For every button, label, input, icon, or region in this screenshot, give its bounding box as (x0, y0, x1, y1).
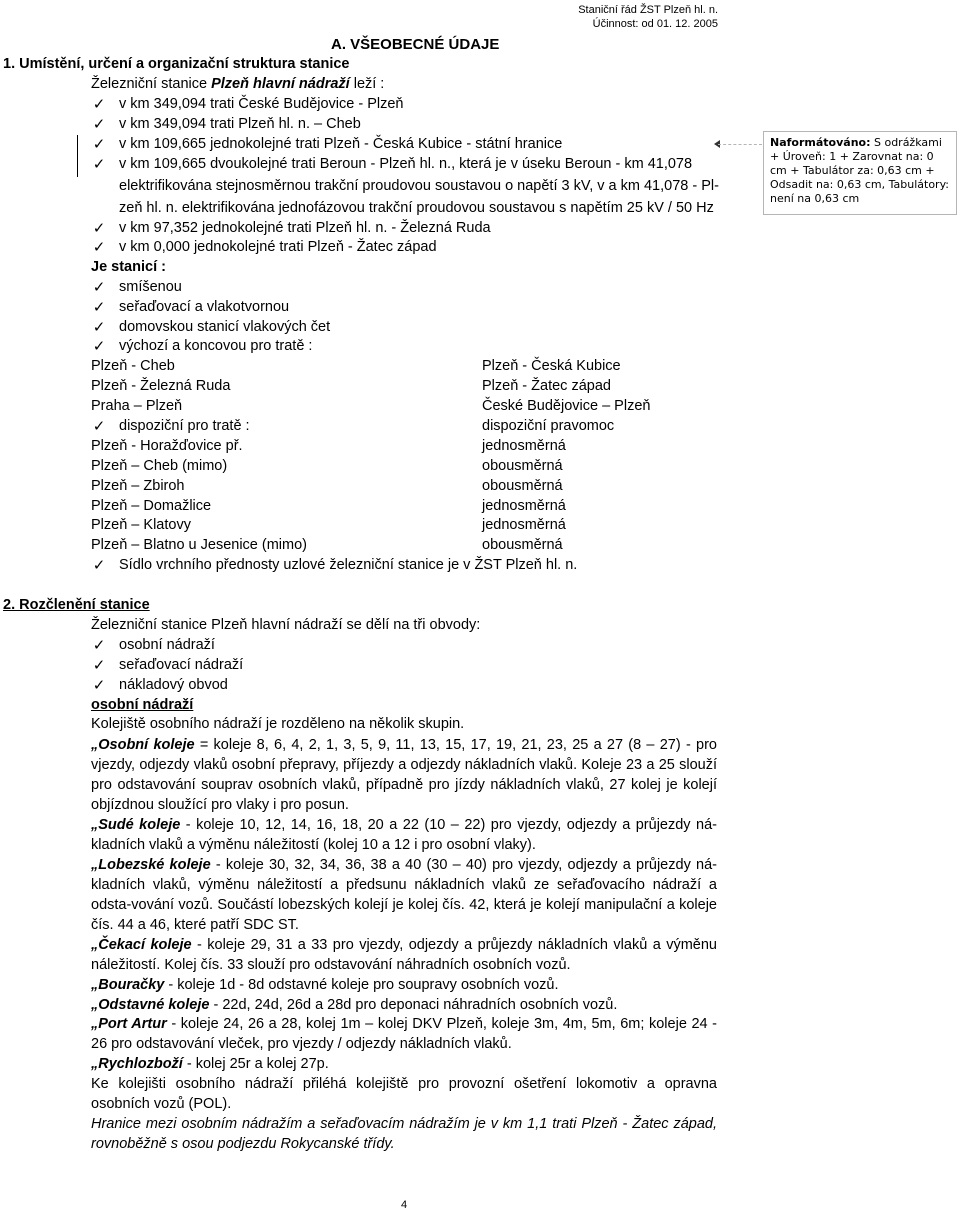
validity-date: Účinnost: od 01. 12. 2005 (592, 18, 718, 30)
formatting-comment[interactable]: Naformátováno: S odrážkami + Úroveň: 1 + Zarovnat na: 0 cm + Tabulátor za: 0,63 cm + Odsadit na: 0,63 cm, Tabulátory: není na 0,63 cm (763, 131, 957, 215)
terminal-route: Plzeň - Žatec západ (482, 378, 611, 394)
dispatch-direction: jednosměrná (482, 517, 566, 533)
terminal-route: Plzeň - Česká Kubice (482, 358, 621, 374)
district-item: osobní nádraží (119, 637, 215, 653)
dispatch-direction: obousměrná (482, 478, 563, 494)
station-type: domovskou stanicí vlakových čet (119, 319, 331, 335)
seat-statement: Sídlo vrchního přednosty uzlové železniční stanice je v ŽST Plzeň hl. n. (119, 557, 578, 573)
dispatch-direction: jednosměrná (482, 498, 566, 514)
check-icon: ✓ (92, 338, 106, 355)
check-icon: ✓ (92, 116, 106, 133)
passenger-station-intro: Kolejiště osobního nádraží je rozděleno na několik skupin. (91, 716, 465, 732)
track-group-paragraph: „Rychlozboží - kolej 25r a kolej 27p. (91, 1056, 329, 1072)
track-group-paragraph: „Odstavné koleje - 22d, 24d, 26d a 28d pro deponaci náhradních osobních vozů. (91, 997, 618, 1013)
document-title: Staniční řád ŽST Plzeň hl. n. (578, 4, 718, 16)
locomotive-depot-paragraph: Ke kolejišti osobního nádraží přiléhá kolejiště pro provozní ošetření lokomotiv a opravna osobních vozů (POL). (91, 1076, 717, 1112)
terminal-route: Praha – Plzeň (91, 398, 183, 414)
station-type: výchozí a koncovou pro tratě : (119, 338, 313, 354)
comment-connector (718, 144, 762, 145)
track-group-paragraph: „Čekací koleje - koleje 29, 31 a 33 pro vjezdy, odjezdy a průjezdy nákladních vlaků a výměnu náležitostí. Kolej čís. 33 slouží pro odstavování náhradních osobních vozů. (91, 937, 717, 973)
dispatch-route: Plzeň – Klatovy (91, 517, 191, 533)
dispatch-direction: obousměrná (482, 458, 563, 474)
check-icon: ✓ (92, 156, 106, 173)
section1-heading: 1. Umístění, určení a organizační struktura stanice (3, 56, 350, 72)
track-group-paragraph: „Lobezské koleje - koleje 30, 32, 34, 36, 38 a 40 (30 – 40) pro vjezdy, odjezdy a průjezdy ná-kladních vlaků, výměnu náležitostí a předsunu nákladních vlaků ze seřaďovacího nádraží a odsta-vování vozů. Součástí lobezských kolejí je kolej čís. 42, která je kolejí manipulační a koleje čís. 44 a 46, které patří SDC ST. (91, 857, 717, 933)
check-icon: ✓ (92, 418, 106, 435)
check-icon: ✓ (92, 657, 106, 674)
location-item: v km 109,665 dvoukolejné trati Beroun - Plzeň hl. n., která je v úseku Beroun - km 41,078 (119, 156, 693, 172)
check-icon: ✓ (92, 239, 106, 256)
check-icon: ✓ (92, 96, 106, 113)
change-bar (77, 135, 78, 177)
location-item: v km 109,665 jednokolejné trati Plzeň - Česká Kubice - státní hranice (119, 136, 563, 152)
location-item: v km 97,352 jednokolejné trati Plzeň hl. n. - Železná Ruda (119, 220, 491, 236)
track-group-paragraph: „Bouračky - koleje 1d - 8d odstavné koleje pro soupravy osobních vozů. (91, 977, 559, 993)
station-type: seřaďovací a vlakotvornou (119, 299, 290, 315)
dispatch-label: dispoziční pro tratě : (119, 418, 250, 434)
location-item: v km 349,094 trati České Budějovice - Plzeň (119, 96, 404, 112)
check-icon: ✓ (92, 220, 106, 237)
section1-intro: Železniční stanice Plzeň hlavní nádraží leží : (91, 76, 385, 92)
dispatch-direction: obousměrná (482, 537, 563, 553)
boundary-paragraph: Hranice mezi osobním nádražím a seřaďovacím nádražím je v km 1,1 trati Plzeň - Žatec západ, rovnoběžně s osou podjezdu Rokycanské třídy. (91, 1116, 717, 1152)
check-icon: ✓ (92, 299, 106, 316)
check-icon: ✓ (92, 677, 106, 694)
page-number: 4 (401, 1199, 408, 1211)
location-item: v km 349,094 trati Plzeň hl. n. – Cheb (119, 116, 361, 132)
dispatch-route: Plzeň - Horažďovice př. (91, 438, 243, 454)
district-item: nákladový obvod (119, 677, 228, 693)
passenger-station-heading: osobní nádraží (91, 697, 194, 713)
location-item-continued: zeň hl. n. elektrifikována jednofázovou trakční proudovou soustavou s napětím 25 kV / 50 Hz (119, 200, 714, 216)
track-group-paragraph: „Sudé koleje - koleje 10, 12, 14, 16, 18, 20 a 22 (10 – 22) pro vjezdy, odjezdy a průjezdy ná-kladních vlaků a výměnu náležitostí (kolej 10 a 12 i pro osobní vlaky). (91, 817, 717, 853)
check-icon: ✓ (92, 557, 106, 574)
check-icon: ✓ (92, 637, 106, 654)
dispatch-route: Plzeň – Cheb (mimo) (91, 458, 228, 474)
location-item-continued: elektrifikována stejnosměrnou trakční proudovou soustavou o napětí 3 kV, v a km 41,078 - Pl- (119, 178, 719, 194)
section2-heading: 2. Rozčlenění stanice (3, 597, 150, 613)
dispatch-right-label: dispoziční pravomoc (482, 418, 615, 434)
location-item: v km 0,000 jednokolejné trati Plzeň - Žatec západ (119, 239, 437, 255)
district-item: seřaďovací nádraží (119, 657, 244, 673)
dispatch-route: Plzeň – Domažlice (91, 498, 212, 514)
page-header (572, 3, 718, 31)
dispatch-direction: jednosměrná (482, 438, 566, 454)
terminal-route: Plzeň - Cheb (91, 358, 175, 374)
station-is-label: Je stanicí : (91, 259, 166, 275)
part-title: A. VŠEOBECNÉ ÚDAJE (331, 36, 500, 53)
station-type: smíšenou (119, 279, 182, 295)
section2-intro: Železniční stanice Plzeň hlavní nádraží se dělí na tři obvody: (91, 617, 481, 633)
track-group-paragraph: „Port Artur - koleje 24, 26 a 28, kolej 1m – kolej DKV Plzeň, koleje 3m, 4m, 5m, 6m; koleje 24 - 26 pro odstavování vleček, pro vjezdy / odjezdy nákladních vlaků. (91, 1016, 718, 1052)
dispatch-route: Plzeň – Blatno u Jesenice (mimo) (91, 537, 307, 553)
terminal-route: Plzeň - Železná Ruda (91, 378, 231, 394)
track-group-paragraph: „Osobní koleje = koleje 8, 6, 4, 2, 1, 3, 5, 9, 11, 13, 15, 17, 19, 21, 23, 25 a 27 (8 – 27) - pro vjezdy, odjezdy vlaků osobní přepravy, příjezdy a odjezdy nákladních vlaků. Koleje 23 a 25 slouží pro odstavování souprav osobních vlaků, případně pro jízdy nákladních vlaků, 27 kolej je kolejí objízdnou sloužící pro vlaky i pro posun. (91, 737, 717, 813)
terminal-route: České Budějovice – Plzeň (482, 398, 651, 414)
dispatch-route: Plzeň – Zbiroh (91, 478, 185, 494)
check-icon: ✓ (92, 136, 106, 153)
check-icon: ✓ (92, 319, 106, 336)
check-icon: ✓ (92, 279, 106, 296)
